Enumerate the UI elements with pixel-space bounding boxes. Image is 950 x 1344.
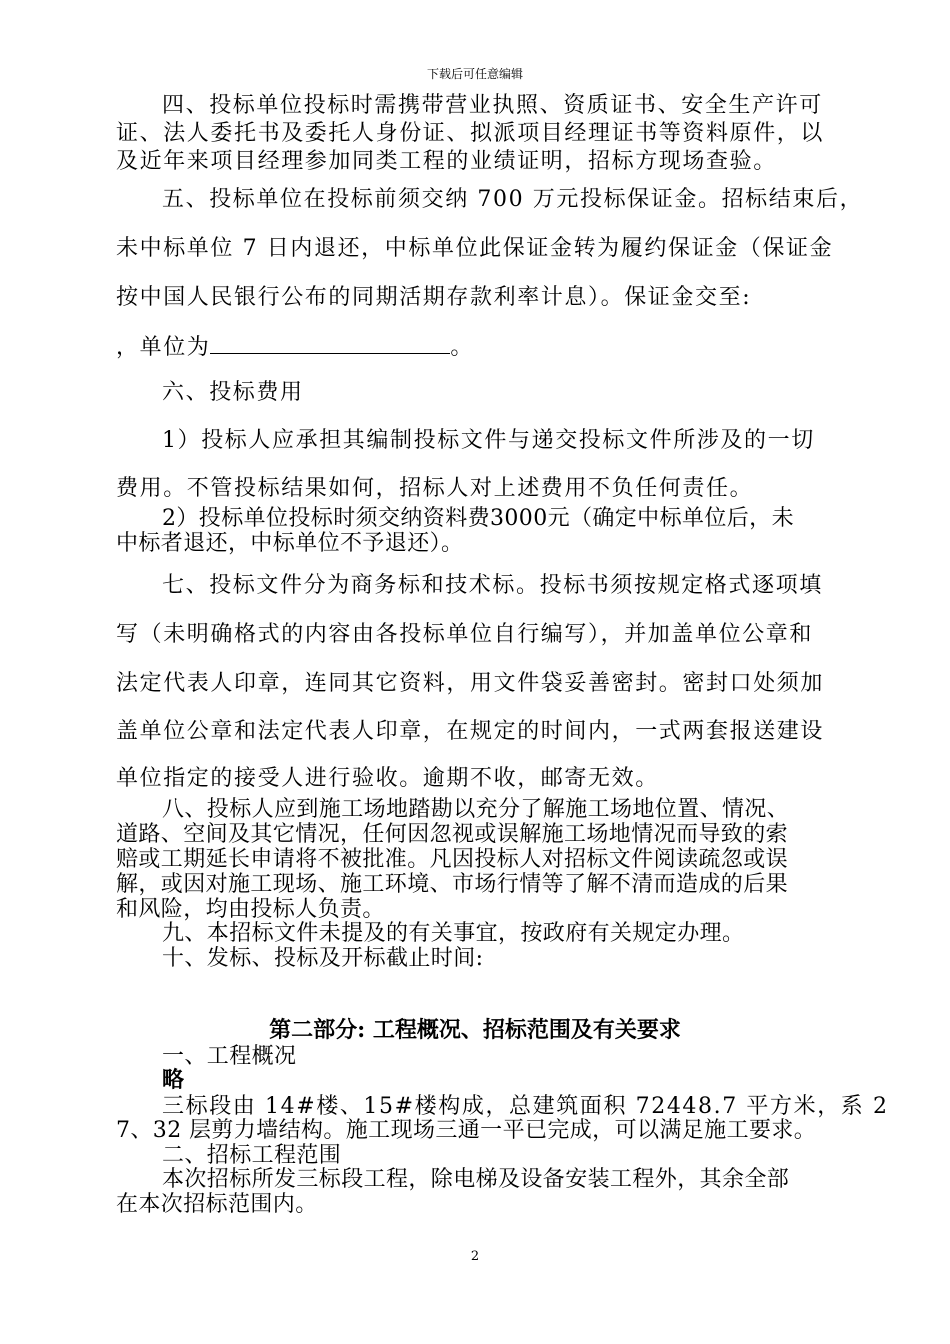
paragraph-6-1-line-2: 费用。不管投标结果如何，招标人对上述费用不负任何责任。 — [116, 476, 754, 501]
section-2-heading: 二、招标工程范围 — [162, 1143, 342, 1168]
paragraph-5-line-4 — [116, 333, 474, 361]
paragraph-8-line-2: 道路、空间及其它情况，任何因忽视或误解施工场地情况而导致的索 — [116, 822, 789, 847]
part-two-title: 第二部分: 工程概况、招标范围及有关要求 — [269, 1017, 681, 1043]
paragraph-9: 九、本招标文件未提及的有关事宜，按政府有关规定办理。 — [162, 921, 745, 946]
omitted-note: 略 — [162, 1067, 185, 1093]
paragraph-5-line-2: 未中标单位 7 日内退还，中标单位此保证金转为履约保证金（保证金 — [116, 236, 834, 261]
paragraph-7-line-5: 单位指定的接受人进行验收。逾期不收，邮寄无效。 — [116, 766, 659, 791]
paragraph-8-line-4: 解，或因对施工现场、施工环境、市场行情等了解不清而造成的后果 — [116, 872, 789, 897]
paragraph-8-line-5: 和风险，均由投标人负责。 — [116, 897, 385, 922]
page-header: 下载后可任意编辑 — [426, 67, 523, 81]
project-overview-line-2: 7、32 层剪力墙结构。施工现场三通一平已完成，可以满足施工要求。 — [116, 1118, 817, 1143]
section-1-heading: 一、工程概况 — [162, 1044, 297, 1069]
scope-line-2: 在本次招标范围内。 — [116, 1192, 318, 1217]
paragraph-5-line-3: 按中国人民银行公布的同期活期存款利率计息）。保证金交至: — [116, 285, 752, 310]
unit-blank-field — [210, 333, 450, 354]
paragraph-4-line-1: 四、投标单位投标时需携带营业执照、资质证书、安全生产许可 — [162, 93, 823, 118]
scope-line-1: 本次招标所发三标段工程，除电梯及设备安装工程外，其余全部 — [162, 1167, 790, 1192]
paragraph-8-line-1: 八、投标人应到施工场地踏勘以充分了解施工场地位置、情况、 — [162, 797, 790, 822]
paragraph-4-line-2: 证、法人委托书及委托人身份证、拟派项目经理证书等资料原件，以 — [116, 121, 825, 146]
unit-period: 。 — [450, 335, 475, 360]
paragraph-7-line-1: 七、投标文件分为商务标和技术标。投标书须按规定格式逐项填 — [162, 573, 823, 598]
page-number: 2 — [470, 1249, 480, 1264]
paragraph-8-line-3: 赔或工期延长申请将不被批准。凡因投标人对招标文件阅读疏忽或误 — [116, 847, 789, 872]
paragraph-10: 十、发标、投标及开标截止时间: — [162, 946, 484, 971]
section-6-heading: 六、投标费用 — [162, 380, 304, 405]
unit-label: ，单位为 — [116, 335, 211, 360]
paragraph-6-1-line-1: 1）投标人应承担其编制投标文件与递交投标文件所涉及的一切 — [162, 428, 815, 453]
paragraph-6-2-line-2: 中标者退还，中标单位不予退还）。 — [116, 531, 464, 556]
paragraph-7-line-3: 法定代表人印章，连同其它资料，用文件袋妥善密封。密封口处须加 — [116, 671, 825, 696]
paragraph-4-line-3: 及近年来项目经理参加同类工程的业绩证明，招标方现场查验。 — [116, 149, 777, 174]
paragraph-7-line-2: 写（未明确格式的内容由各投标单位自行编写），并加盖单位公章和 — [116, 622, 814, 647]
project-overview-line-1: 三标段由 14#楼、15#楼构成，总建筑面积 72448.7 平方米，系 2 — [162, 1094, 889, 1119]
paragraph-6-2-line-1: 2）投标单位投标时须交纳资料费3000元（确定中标单位后，未 — [162, 506, 794, 531]
paragraph-5-line-1: 五、投标单位在投标前须交纳 700 万元投标保证金。招标结束后， — [162, 187, 864, 212]
paragraph-7-line-4: 盖单位公章和法定代表人印章，在规定的时间内，一式两套报送建设 — [116, 719, 825, 744]
